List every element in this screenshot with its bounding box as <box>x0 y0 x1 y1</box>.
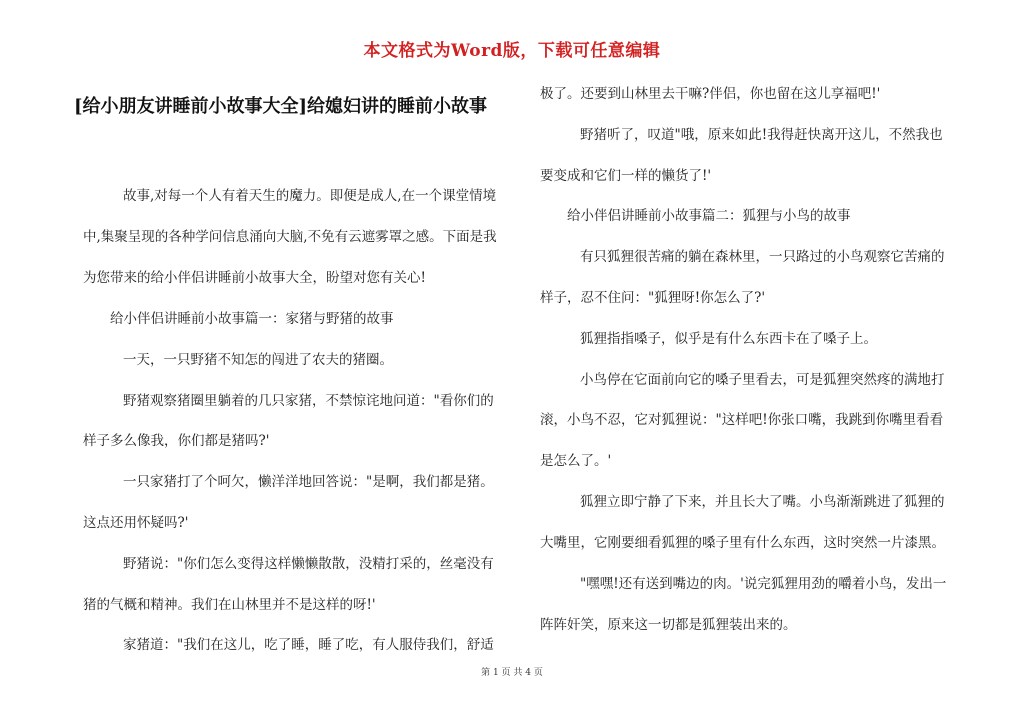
paragraph-line: 是怎么了。' <box>540 453 612 469</box>
paragraph-line: 狐狸指指嗓子，似乎是有什么东西卡在了嗓子上。 <box>580 331 877 347</box>
paragraph-line: 野猪听了，叹道"哦，原来如此!我得赶快离开这儿，不然我也 <box>580 127 943 143</box>
document-title: [给小朋友讲睡前小故事大全]给媳妇讲的睡前小故事 <box>74 96 488 117</box>
paragraph-line: 这点还用怀疑吗?' <box>83 515 189 531</box>
paragraph-line: 野猪观察猪圈里躺着的几只家猪，不禁惊诧地问道："看你们的 <box>123 393 494 409</box>
section-heading: 给小伴侣讲睡前小故事篇二：狐狸与小鸟的故事 <box>567 208 851 224</box>
paragraph-line: 为您带来的给小伴侣讲睡前小故事大全，盼望对您有关心! <box>83 270 426 286</box>
paragraph-line: 阵阵奸笑，原来这一切都是狐狸装出来的。 <box>540 617 797 633</box>
paragraph-line: "嘿嘿!还有送到嘴边的肉。'说完狐狸用劲的嚼着小鸟，发出一 <box>580 576 947 592</box>
paragraph-line: 狐狸立即宁静了下来，并且长大了嘴。小鸟渐渐跳进了狐狸的 <box>580 494 945 510</box>
paragraph-line: 一天，一只野猪不知怎的闯进了农夫的猪圈。 <box>123 352 393 368</box>
paragraph-line: 极了。还要到山林里去干嘛?伴侣，你也留在这儿享福吧!' <box>540 86 881 102</box>
paragraph-line: 猪的气概和精神。我们在山林里并不是这样的呀!' <box>83 597 376 613</box>
paragraph-line: 野猪说："你们怎么变得这样懒懒散散，没精打采的，丝毫没有 <box>123 556 494 572</box>
paragraph-line: 故事,对每一个人有着天生的魔力。即便是成人,在一个课堂情境 <box>123 188 497 204</box>
paragraph-line: 滚，小鸟不忍，它对狐狸说："这样吧!你张口嘴，我跳到你嘴里看看 <box>540 412 944 428</box>
paragraph-line: 中,集聚呈现的各种学问信息涌向大脑,不免有云遮雾罩之感。下面是我 <box>83 229 497 245</box>
page-number: 第 1 页 共 4 页 <box>481 668 543 678</box>
paragraph-line: 样子多么像我，你们都是猪吗?' <box>83 433 270 449</box>
paragraph-line: 一只家猪打了个呵欠，懒洋洋地回答说："是啊，我们都是猪。 <box>123 474 494 490</box>
section-heading: 给小伴侣讲睡前小故事篇一：家猪与野猪的故事 <box>110 311 394 327</box>
paragraph-line: 要变成和它们一样的懒货了!' <box>540 168 712 184</box>
paragraph-line: 样子，忍不住问："狐狸呀!你怎么了?' <box>540 290 766 306</box>
paragraph-line: 小鸟停在它面前向它的嗓子里看去，可是狐狸突然疼的满地打 <box>580 372 945 388</box>
paragraph-line: 有只狐狸很苦痛的躺在森林里，一只路过的小鸟观察它苦痛的 <box>580 249 945 265</box>
download-banner: 本文格式为Word版，下载可任意编辑 <box>363 41 661 61</box>
paragraph-line: 家猪道："我们在这儿，吃了睡，睡了吃，有人服侍我们，舒适 <box>123 637 494 653</box>
paragraph-line: 大嘴里，它刚要细看狐狸的嗓子里有什么东西，这时突然一片漆黑。 <box>540 535 945 551</box>
